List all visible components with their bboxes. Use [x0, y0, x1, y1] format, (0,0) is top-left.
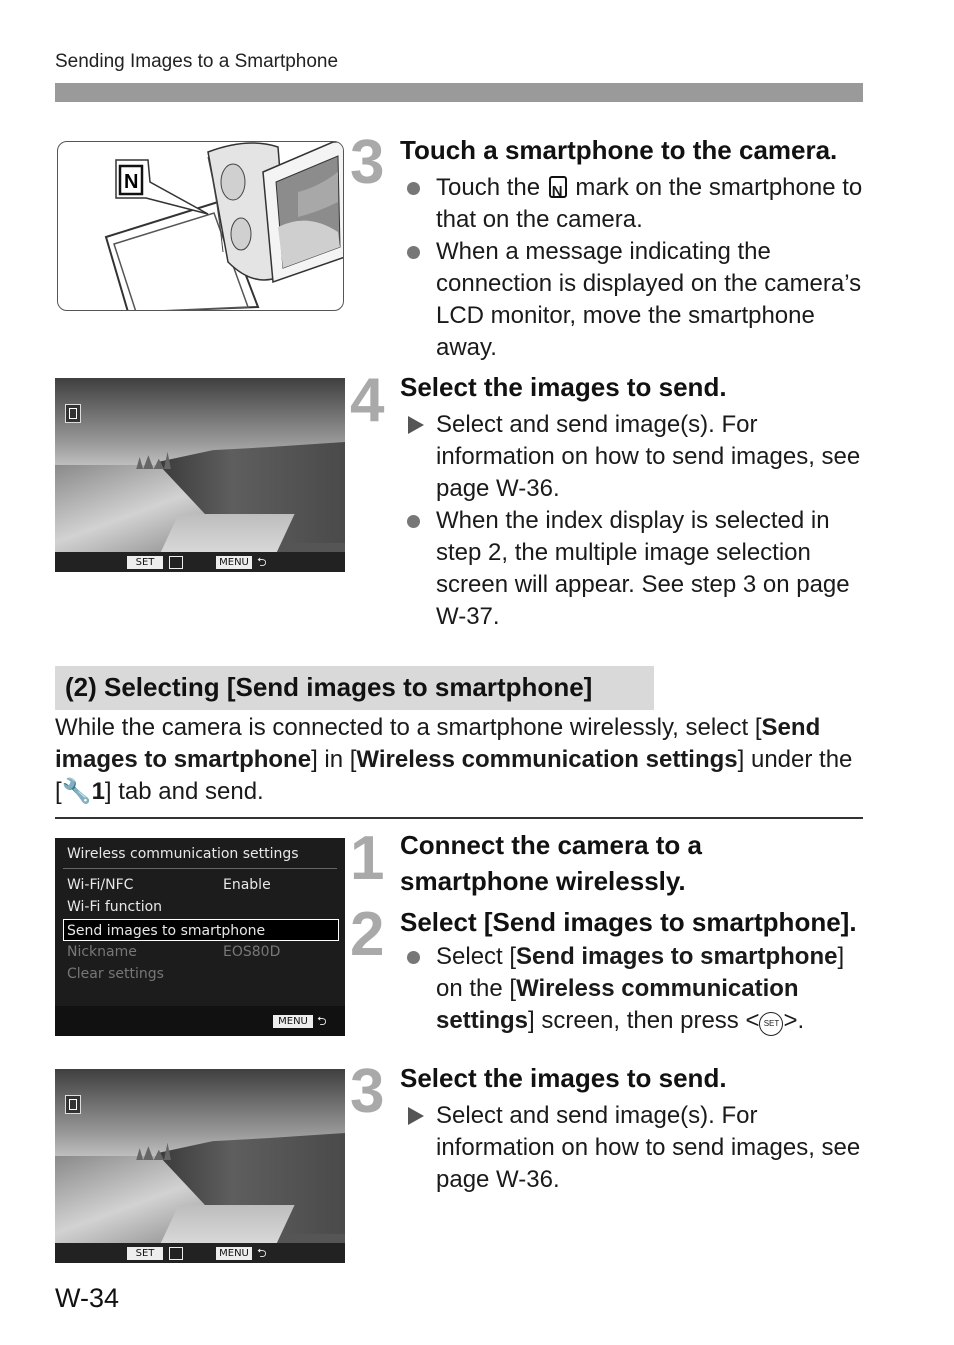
- menu-button-label: MENU: [216, 556, 252, 569]
- section-title: (2) Selecting [Send images to smartphone]: [65, 672, 593, 702]
- step-title: Touch a smartphone to the camera.: [400, 135, 838, 165]
- menu-row: Wi-Fi/NFC Enable: [67, 877, 271, 893]
- menu-row: Clear settings: [67, 966, 164, 982]
- menu-button-label: MENU: [273, 1015, 313, 1028]
- set-button-label: SET: [127, 556, 163, 569]
- camera-nfc-illustration: [57, 141, 344, 311]
- menu-title: Wireless communication settings: [67, 846, 299, 862]
- n-mark-icon: [549, 176, 567, 198]
- step-bullets: [400, 409, 865, 633]
- bullet-item: When a message indicating the connection is displayed on the camera’s LCD monitor, move the smartphone away.: [400, 236, 865, 364]
- bullet-dot-icon: [405, 172, 425, 204]
- bullet-item: Select and send image(s). For information on how to send images, see page W-36.: [400, 409, 865, 505]
- result-arrow-icon: [405, 1100, 425, 1132]
- step-title: Select [Send images to smartphone].: [400, 907, 857, 937]
- divider: [55, 817, 863, 819]
- step-number: 4: [350, 366, 383, 435]
- bullet-item: Select and send image(s). For information on how to send images, see page W-36.: [400, 1100, 865, 1196]
- menu-screen-image: [55, 838, 345, 1036]
- header-bar: [55, 83, 863, 102]
- bullet-dot-icon: [405, 505, 425, 537]
- bullet-dot-icon: [405, 236, 425, 268]
- menu-row-selected: Send images to smartphone: [63, 919, 339, 941]
- step-bullets: [400, 941, 865, 1037]
- step-bullets: [400, 1100, 865, 1196]
- bullet-item: Select [Send images to smartphone] on the [Wireless communication settings] screen, then press < SET >.: [400, 941, 865, 1037]
- svg-text:N: N: [124, 171, 139, 193]
- send-icon: [169, 556, 183, 569]
- playback-screen-image: [55, 378, 345, 572]
- smartphone-icon: [65, 404, 81, 423]
- menu-button-label: MENU: [216, 1247, 252, 1260]
- result-arrow-icon: [405, 409, 425, 441]
- step-bullets: [400, 172, 865, 364]
- step-title: Select the images to send.: [400, 372, 727, 402]
- step-number: 1: [350, 824, 383, 893]
- bullet-item: Touch the N mark on the smartphone to that on the camera.: [400, 172, 865, 236]
- menu-row: Nickname EOS80D: [67, 944, 281, 960]
- smartphone-icon: [65, 1095, 81, 1114]
- bullet-item: When the index display is selected in step 2, the multiple image selection screen will appear. See step 3 on page W-37.: [400, 505, 865, 633]
- menu-row: Wi-Fi function: [67, 899, 163, 915]
- return-icon: ⮌: [317, 1014, 327, 1028]
- return-icon: ⮌: [257, 1246, 267, 1260]
- step-title: Select the images to send.: [400, 1063, 727, 1093]
- set-button-label: SET: [127, 1247, 163, 1260]
- step-number: 2: [350, 900, 383, 969]
- running-header: Sending Images to a Smartphone: [55, 51, 339, 72]
- playback-screen-image: [55, 1069, 345, 1263]
- step-number: 3: [350, 1057, 383, 1126]
- bullet-dot-icon: [405, 941, 425, 973]
- set-button-icon: SET: [759, 1012, 783, 1036]
- setup-wrench-icon: 🔧: [61, 778, 92, 805]
- return-icon: ⮌: [257, 555, 267, 569]
- page-number: W-34: [55, 1283, 120, 1313]
- intro-paragraph: While the camera is connected to a smartphone wirelessly, select [Send images to smartphone] in [Wireless communication settings] under the [🔧1] tab and send.: [55, 714, 853, 805]
- step-number: 3: [350, 128, 383, 197]
- send-icon: [169, 1247, 183, 1260]
- step-title: Connect the camera to a smartphone wirelessly.: [400, 830, 702, 896]
